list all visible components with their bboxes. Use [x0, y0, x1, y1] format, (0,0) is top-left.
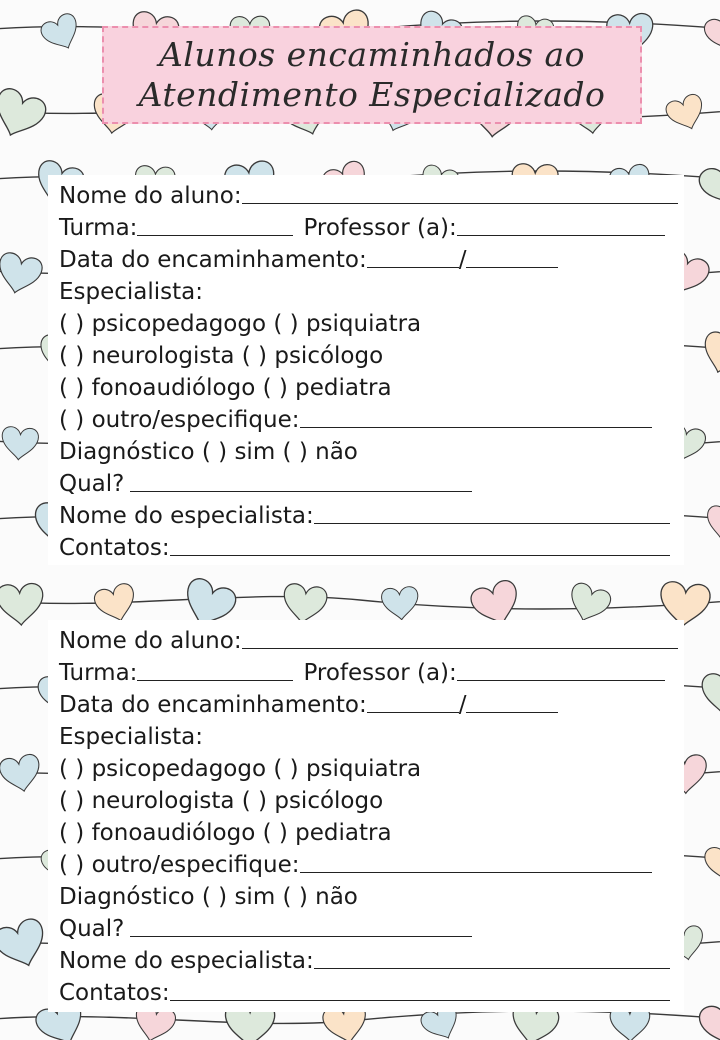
psychopedagogue-label: psicopedagogo	[91, 756, 267, 782]
diagnosis-no-checkbox[interactable]: ( )	[282, 884, 308, 910]
student-name-field[interactable]	[242, 203, 678, 204]
diagnosis-no-label: não	[315, 884, 358, 910]
specialist-option-row-3	[59, 814, 684, 846]
neurologist-checkbox[interactable]: ( )	[59, 788, 85, 814]
psychopedagogue-checkbox[interactable]: ( )	[59, 756, 85, 782]
diagnosis-yes-checkbox[interactable]: ( )	[201, 439, 228, 465]
specialist-name-label: Nome do especialista:	[59, 503, 314, 529]
other-field[interactable]	[300, 872, 652, 873]
specialist-name-label: Nome do especialista:	[59, 948, 314, 974]
psychiatrist-label: psiquiatra	[305, 311, 422, 337]
diagnosis-yes-label: sim	[234, 884, 276, 910]
other-specialist-row	[59, 401, 684, 433]
heart-icon	[0, 583, 44, 626]
specialist-name-field[interactable]	[314, 968, 670, 969]
teacher-field[interactable]	[457, 680, 665, 681]
heart-icon	[697, 329, 720, 378]
teacher-field[interactable]	[457, 235, 665, 236]
diagnosis-label: Diagnóstico	[59, 884, 195, 910]
specialist-heading-row	[59, 718, 684, 750]
specialist-option-row-1	[59, 305, 684, 337]
psychologist-checkbox[interactable]: ( )	[241, 788, 268, 814]
referral-date-field-2[interactable]	[466, 712, 558, 713]
diagnosis-row	[59, 878, 684, 910]
contacts-row	[59, 974, 684, 1006]
psychologist-label: psicólogo	[274, 343, 384, 369]
heart-icon	[697, 998, 720, 1040]
contacts-label: Contatos:	[59, 980, 170, 1006]
other-specialist-row	[59, 846, 684, 878]
diagnosis-yes-label: sim	[234, 439, 276, 465]
heart-icon	[0, 753, 44, 795]
neurologist-label: neurologista	[91, 343, 235, 369]
heart-icon	[0, 251, 44, 298]
neurologist-checkbox[interactable]: ( )	[59, 343, 85, 369]
heart-icon	[702, 11, 720, 56]
pediatrician-checkbox[interactable]: ( )	[262, 375, 288, 401]
contacts-field[interactable]	[170, 1000, 670, 1001]
date-separator: /	[458, 692, 467, 718]
referral-date-row	[59, 686, 684, 718]
specialist-heading-row	[59, 273, 684, 305]
other-label: outro/especifique:	[91, 852, 300, 878]
other-field[interactable]	[300, 427, 652, 428]
referral-date-field-1[interactable]	[367, 712, 459, 713]
speech-therapist-checkbox[interactable]: ( )	[59, 375, 85, 401]
contacts-field[interactable]	[170, 555, 670, 556]
speech-therapist-checkbox[interactable]: ( )	[59, 820, 85, 846]
specialist-heading: Especialista:	[59, 279, 204, 305]
other-checkbox[interactable]: ( )	[59, 407, 85, 433]
specialist-option-row-3	[59, 369, 684, 401]
which-label: Qual?	[59, 471, 125, 497]
neurologist-label: neurologista	[91, 788, 235, 814]
specialist-name-field[interactable]	[314, 523, 670, 524]
title-banner	[102, 26, 642, 124]
diagnosis-no-checkbox[interactable]: ( )	[282, 439, 308, 465]
diagnosis-no-label: não	[315, 439, 358, 465]
referral-date-field-1[interactable]	[367, 267, 459, 268]
heart-icon	[696, 155, 720, 215]
which-row	[59, 465, 684, 497]
specialist-option-row-2	[59, 782, 684, 814]
psychopedagogue-checkbox[interactable]: ( )	[59, 311, 85, 337]
student-name-label: Nome do aluno:	[59, 183, 242, 209]
heart-icon	[704, 844, 720, 883]
class-label: Turma:	[59, 215, 138, 241]
which-row	[59, 910, 684, 942]
which-field[interactable]	[130, 491, 472, 492]
student-name-row	[59, 175, 684, 209]
title-line-1: Alunos encaminhados ao	[158, 35, 586, 74]
other-label: outro/especifique:	[91, 407, 300, 433]
psychiatrist-label: psiquiatra	[305, 756, 422, 782]
class-label: Turma:	[59, 660, 138, 686]
referral-date-label: Data do encaminhamento:	[59, 692, 367, 718]
title-line-2: Atendimento Especializado	[138, 75, 606, 114]
speech-therapist-label: fonoaudiólogo	[91, 820, 256, 846]
which-field[interactable]	[130, 936, 472, 937]
class-field[interactable]	[137, 235, 293, 236]
heart-icon	[704, 505, 720, 543]
diagnosis-row	[59, 433, 684, 465]
student-name-label: Nome do aluno:	[59, 628, 242, 654]
heart-icon	[701, 673, 720, 715]
heart-icon	[0, 426, 39, 461]
contacts-row	[59, 529, 684, 561]
referral-form-1	[48, 175, 684, 565]
referral-date-label: Data do encaminhamento:	[59, 247, 367, 273]
specialist-option-row-2	[59, 337, 684, 369]
teacher-label: Professor (a):	[303, 215, 457, 241]
psychologist-checkbox[interactable]: ( )	[241, 343, 268, 369]
referral-date-field-2[interactable]	[466, 267, 558, 268]
specialist-name-row	[59, 942, 684, 974]
contacts-label: Contatos:	[59, 535, 170, 561]
heart-icon	[0, 916, 52, 973]
diagnosis-yes-checkbox[interactable]: ( )	[201, 884, 228, 910]
pediatrician-checkbox[interactable]: ( )	[262, 820, 288, 846]
pediatrician-label: pediatra	[295, 375, 392, 401]
specialist-name-row	[59, 497, 684, 529]
date-separator: /	[458, 247, 467, 273]
student-name-row	[59, 620, 684, 654]
psychiatrist-checkbox[interactable]: ( )	[273, 311, 299, 337]
heart-icon	[0, 85, 49, 143]
class-field[interactable]	[137, 680, 293, 681]
other-checkbox[interactable]: ( )	[59, 852, 85, 878]
heart-icon	[38, 11, 85, 56]
heart-icon	[381, 586, 420, 621]
pediatrician-label: pediatra	[295, 820, 392, 846]
psychiatrist-checkbox[interactable]: ( )	[273, 756, 299, 782]
class-teacher-row	[59, 654, 684, 686]
specialist-option-row-1	[59, 750, 684, 782]
diagnosis-label: Diagnóstico	[59, 439, 195, 465]
specialist-heading: Especialista:	[59, 724, 204, 750]
speech-therapist-label: fonoaudiólogo	[91, 375, 256, 401]
referral-date-row	[59, 241, 684, 273]
class-teacher-row	[59, 209, 684, 241]
teacher-label: Professor (a):	[303, 660, 457, 686]
referral-form-2	[48, 620, 684, 1012]
which-label: Qual?	[59, 916, 125, 942]
student-name-field[interactable]	[242, 648, 678, 649]
psychopedagogue-label: psicopedagogo	[91, 311, 267, 337]
psychologist-label: psicólogo	[274, 788, 384, 814]
